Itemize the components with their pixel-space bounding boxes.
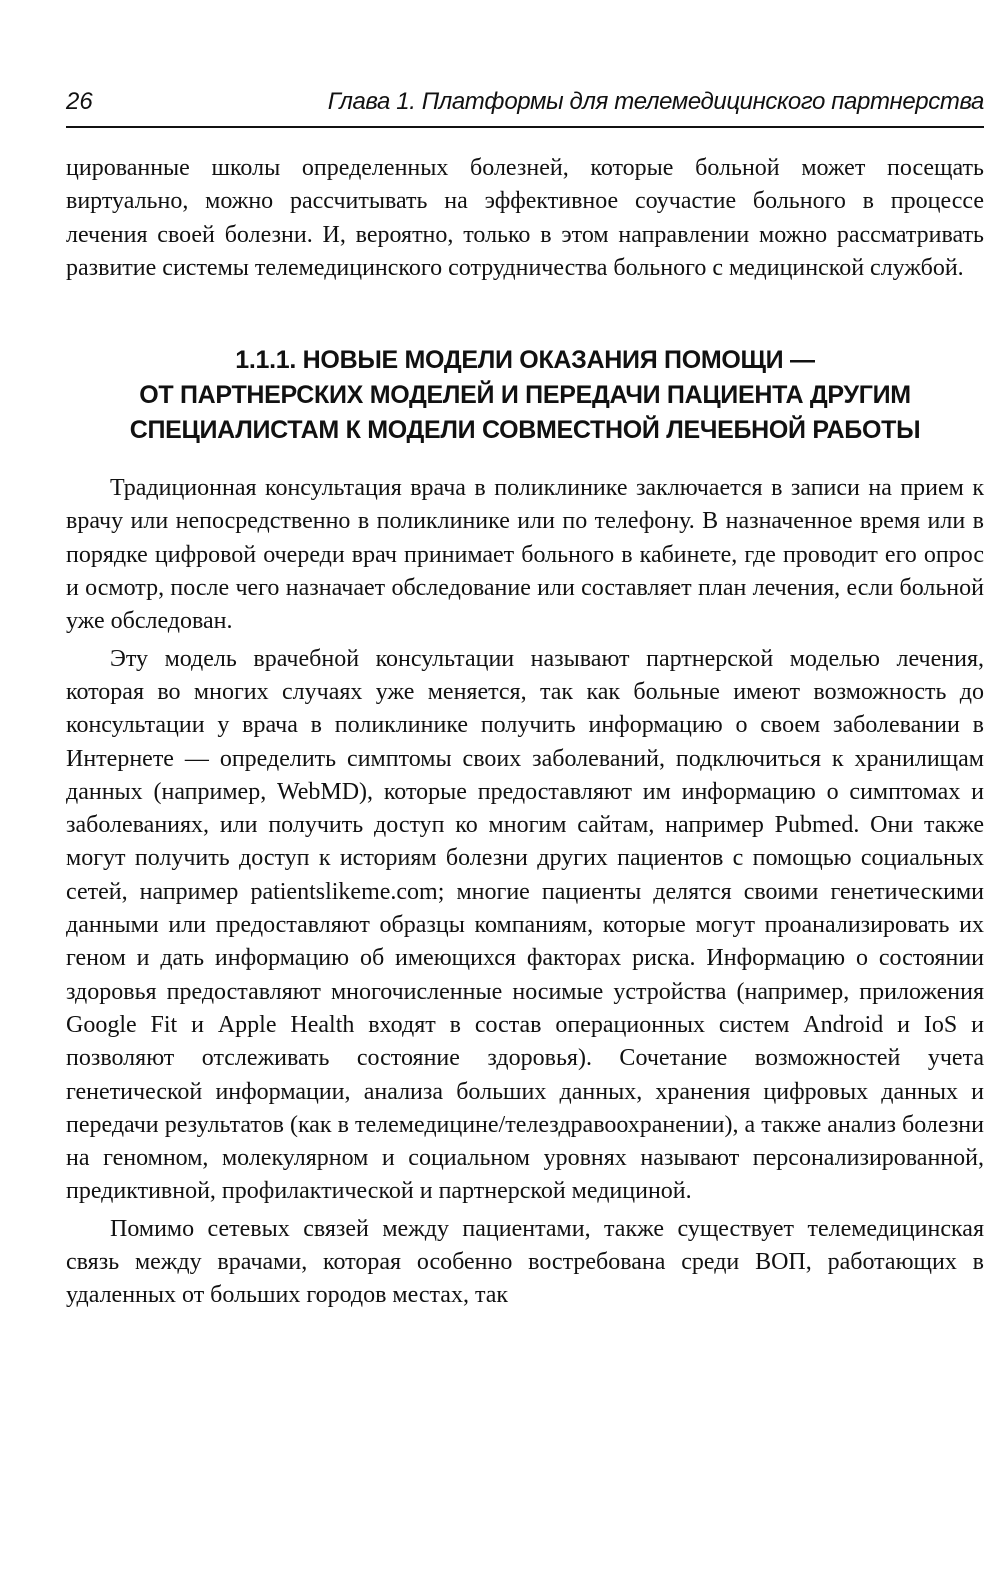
section-heading [66,343,984,448]
paragraph-partner-model: Эту модель врачебной консультации называют партнерской моделью лечения, которая во многих случаях уже меняется, так как больные имеют возможность до консультации у врача в поликлинике получить информацию о своем заболевании в Интернете — определить симптомы своих заболеваний, подключиться к хранилищам данных (например, WebMD), которые предоставляют им информацию о симптомах и заболеваниях, или получить доступ ко многим сайтам, например Pubmed. Они также могут получить доступ к историям болезни других пациентов с помощью социальных сетей, например patientslikeme.com; многие пациенты делятся своими генетическими данными или предоставляют образцы компаниям, которые могут проанализировать их геном и дать информацию об имеющихся факторах риска. Информацию о состоянии здоровья предоставляют многочисленные носимые устройства (например, приложения Google Fit и Apple Health входят в состав операционных систем Android и IoS и позволяют отслеживать состояние здоровья). Сочетание возможностей учета генетической информации, анализа больших данных, хранения цифровых данных и передачи результатов (как в телемедицине/телездравоохранении), а также анализ болезни на геномном, молекулярном и социальном уровнях называют персонализированной, предиктивной, профилактической и партнерской медициной. [66,645,984,1205]
section-heading-line-2: ОТ ПАРТНЕРСКИХ МОДЕЛЕЙ И ПЕРЕДАЧИ ПАЦИЕНТА ДРУГИМ [139,381,911,410]
paragraph-traditional-consultation: Традиционная консультация врача в поликлинике заключается в записи на прием к врачу или непосредственно в поликлинике или по телефону. В назначенное время или в порядке цифровой очереди врач принимает больного в кабинете, где проводит его опрос и осмотр, после чего назначает обследование или составляет план лечения, если больной уже обследован. [66,475,984,635]
chapter-title: Глава 1. Платформы для телемедицинского партнерства [327,88,984,115]
paragraph-doctor-network: Помимо сетевых связей между пациентами, также существует телемедицинская связь между врачами, которая особенно востребована среди ВОП, работающих в удаленных от больших городов местах, так [66,1215,984,1309]
page-body [66,152,984,1313]
paragraph-continuation: цированные школы определенных болезней, которые больной может посещать виртуально, можно рассчитывать на эффективное соучастие больного в процессе лечения своей болезни. И, вероятно, только в этом направлении можно рассматривать развитие системы телемедицинского сотрудничества больного с медицинской службой. [66,155,984,281]
section-heading-line-3: СПЕЦИАЛИСТАМ К МОДЕЛИ СОВМЕСТНОЙ ЛЕЧЕБНОЙ РАБОТЫ [129,416,921,445]
page-number: 26 [66,88,93,115]
book-page [66,0,984,1584]
header-divider [66,126,984,128]
running-header [66,84,984,120]
section-heading-line-1: 1.1.1. НОВЫЕ МОДЕЛИ ОКАЗАНИЯ ПОМОЩИ — [235,346,815,375]
